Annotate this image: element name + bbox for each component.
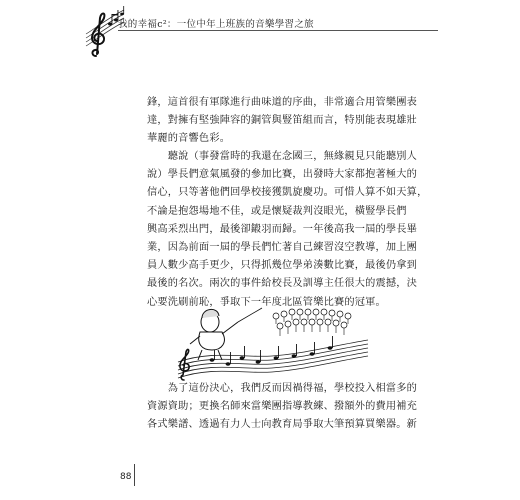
text-line: 不論是抱怨場地不佳，或是懷疑裁判沒眼光，橫豎學長們 (147, 205, 407, 217)
text-line: 信心，只等著他們回學校接獲凱旋慶功。可惜人算不如天算， (147, 187, 428, 199)
text-line: 聽說（事發當時的我還在念國三，無緣親見只能聽別人 (147, 151, 418, 162)
text-line: 員人數少高手更少，只得抓幾位學弟湊數比賽，最後仍拿到 (147, 260, 418, 272)
text-line: 達，對擁有堅強陣容的銅管與豎笛組而言，特別能表現雄壯 (147, 115, 418, 127)
text-line: 說）學長們意氣風發的參加比賽，出發時大家都抱著極大的 (147, 169, 418, 181)
text-line: 鋒，這首很有軍隊進行曲味道的序曲，非常適合用管樂團表 (147, 97, 418, 108)
paragraph-1 (147, 94, 418, 149)
text-line: 業，因為前面一屆的學長們忙著自己練習沒空教導，加上團 (147, 241, 418, 253)
text-line: 心要洗刷前恥，爭取下一年度北區管樂比賽的冠軍。 (147, 296, 386, 308)
text-line: 為了這份決心，我們反而因禍得福，學校投入相當多的 (147, 383, 418, 394)
paragraph-3 (147, 380, 418, 435)
header-title: 我的幸福c²：一位中年上班族的音樂學習之旅 (118, 19, 314, 30)
paragraph-2 (147, 148, 428, 312)
conductor-and-band-illustration-icon (172, 300, 372, 382)
header-rule (118, 30, 438, 31)
text-line: 各式樂譜、透過有力人士向教育局爭取大筆預算買樂器。新 (147, 419, 418, 431)
page-header (0, 0, 520, 62)
text-line: 資源資助；更換名師來當樂團指導教練、撥額外的費用補充 (147, 401, 418, 413)
text-line: 最後的名次。兩次的事件給校長及訓導主任很大的震撼，決 (147, 278, 418, 290)
text-line: 華麗的音響色彩。 (147, 133, 231, 145)
page-number: 88 (120, 472, 132, 482)
treble-clef-notes-icon (82, 4, 126, 60)
footer-rule (134, 464, 135, 486)
text-line: 興高采烈出門，最後卻鎩羽而歸。一年後高我一屆的學長畢 (147, 223, 418, 235)
